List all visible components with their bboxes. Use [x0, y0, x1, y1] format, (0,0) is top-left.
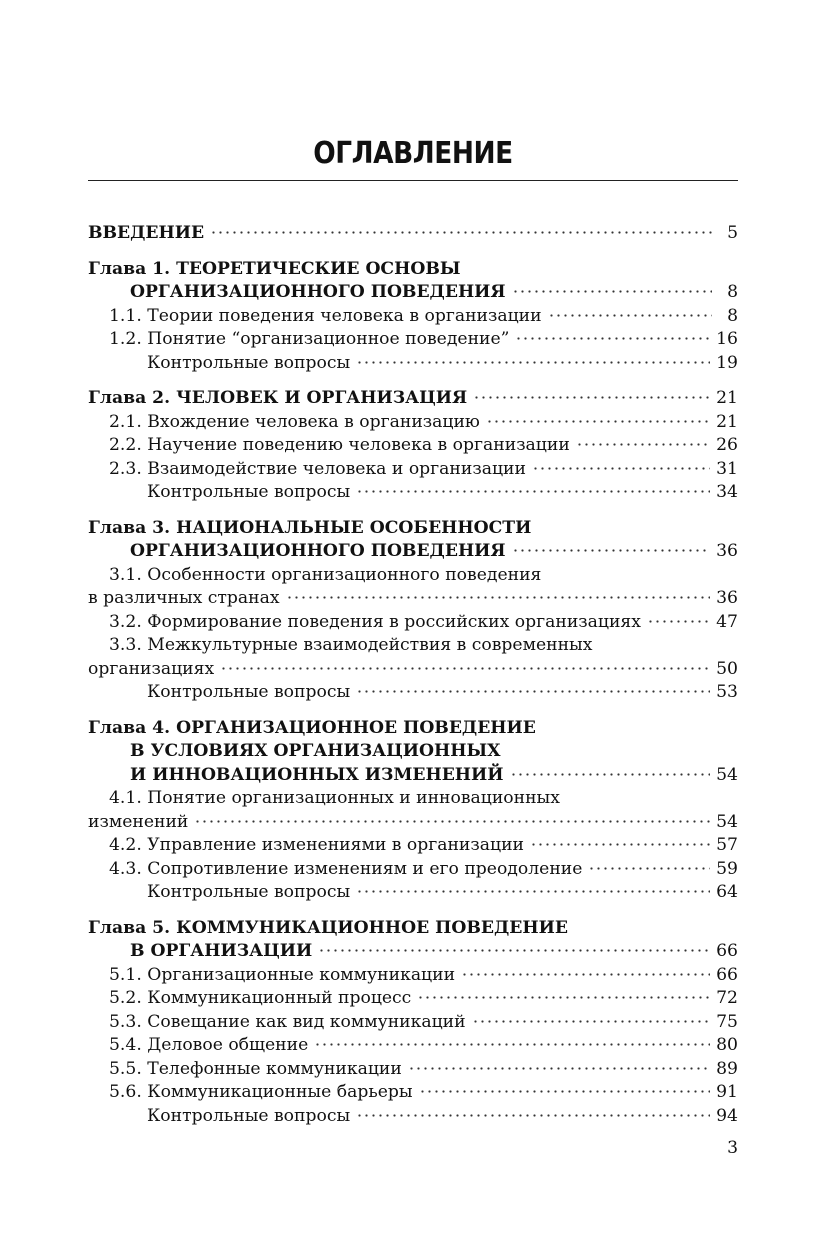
review-questions-row [147, 881, 738, 905]
section-2-2 [88, 434, 738, 458]
section-title: 5.5. Телефонные коммуникации [109, 1058, 402, 1079]
section-title: 4.2. Управление изменениями в организации [109, 835, 524, 855]
leader-dots [473, 389, 710, 403]
section-4-1 [88, 787, 738, 834]
section-5-6 [88, 1081, 738, 1105]
section-line: 3.1. Особенности организационного поведения [109, 564, 542, 585]
section-row [88, 658, 738, 682]
page-ref: 16 [716, 329, 738, 349]
table-of-contents [88, 222, 738, 1128]
section-row [109, 1034, 738, 1058]
section-3-2 [88, 611, 738, 635]
page-ref: 53 [716, 682, 738, 702]
page-ref: 72 [716, 988, 738, 1008]
page-ref: 5 [727, 223, 738, 243]
review-questions-title: Контрольные вопросы [147, 682, 351, 702]
leader-dots [408, 1060, 710, 1074]
page-ref: 8 [727, 282, 738, 302]
chapter-heading-line: Глава 3. НАЦИОНАЛЬНЫЕ ОСОБЕННОСТИ [88, 517, 532, 538]
section-line: 3.3. Межкультурные взаимодействия в современных [109, 635, 593, 655]
section-row [109, 411, 738, 435]
section-row [109, 458, 738, 482]
page-ref: 47 [716, 611, 738, 632]
review-questions-row [147, 1105, 738, 1129]
page-ref: 91 [716, 1082, 738, 1102]
leader-dots [486, 413, 710, 427]
section-row [109, 987, 738, 1011]
toc-entry-intro [88, 222, 738, 246]
page-ref: 54 [716, 764, 738, 785]
chapter-heading-line: Глава 5. КОММУНИКАЦИОННОЕ ПОВЕДЕНИЕ [88, 917, 568, 938]
review-questions-title: Контрольные вопросы [147, 352, 351, 373]
section-title: 5.3. Совещание как вид коммуникаций [109, 1011, 466, 1032]
page-ref: 64 [716, 882, 738, 902]
chapter-heading-title: ОРГАНИЗАЦИОННОГО ПОВЕДЕНИЯ [130, 282, 506, 302]
chapter-4 [88, 717, 738, 905]
leader-dots [286, 589, 711, 603]
section-1-1 [88, 305, 738, 329]
page-ref: 89 [716, 1058, 738, 1079]
leader-dots [356, 1107, 710, 1121]
intro-row [88, 222, 738, 246]
section-2-1 [88, 411, 738, 435]
page-ref: 59 [716, 858, 738, 879]
chapter-heading-title: И ИННОВАЦИОННЫХ ИЗМЕНЕНИЙ [130, 764, 504, 785]
section-title: 2.3. Взаимодействие человека и организации [109, 458, 526, 479]
chapter-3 [88, 517, 738, 705]
section-row [109, 964, 738, 988]
leader-dots [576, 436, 710, 450]
chapter-heading-row [88, 387, 738, 411]
chapter-heading-row [88, 764, 738, 788]
leader-dots [548, 307, 712, 321]
leader-dots [647, 613, 710, 627]
section-row [88, 587, 738, 611]
page-ref: 80 [716, 1035, 738, 1055]
section-row [109, 1081, 738, 1105]
section-title: 5.2. Коммуникационный процесс [109, 988, 412, 1008]
review-questions-title: Контрольные вопросы [147, 1105, 351, 1126]
section-5-3 [88, 1011, 738, 1035]
leader-dots [356, 883, 710, 897]
section-5-4 [88, 1034, 738, 1058]
section-4-2 [88, 834, 738, 858]
chapter-heading-line: Глава 4. ОРГАНИЗАЦИОННОЕ ПОВЕДЕНИЕ [88, 717, 536, 738]
chapter-2 [88, 387, 738, 505]
chapter-heading-row [88, 281, 738, 305]
leader-dots [515, 330, 710, 344]
leader-dots [356, 354, 710, 368]
section-row [109, 834, 738, 858]
section-title: 2.1. Вхождение человека в организацию [109, 411, 480, 432]
leader-dots [356, 683, 710, 697]
section-row [109, 1011, 738, 1035]
chapter-5 [88, 917, 738, 1129]
section-2-3 [88, 458, 738, 482]
page-ref: 21 [716, 411, 738, 432]
intro-title: ВВЕДЕНИЕ [88, 223, 205, 243]
section-3-1 [88, 564, 738, 611]
section-title: 5.4. Деловое общение [109, 1035, 309, 1055]
section-row [109, 305, 738, 329]
page-ref: 50 [716, 658, 738, 679]
page-ref: 54 [716, 811, 738, 832]
page-number: 3 [727, 1138, 738, 1158]
page-ref: 66 [716, 941, 738, 961]
leader-dots [530, 836, 710, 850]
section-row [109, 328, 738, 352]
leader-dots [318, 942, 710, 956]
section-title: 4.3. Сопротивление изменениям и его преодоление [109, 858, 583, 879]
review-questions-title: Контрольные вопросы [147, 482, 351, 502]
page-ref: 36 [716, 588, 738, 608]
chapter-heading-title: В ОРГАНИЗАЦИИ [130, 941, 313, 961]
page-ref: 19 [716, 352, 738, 373]
section-line: 4.1. Понятие организационных и инновационных [109, 788, 560, 808]
leader-dots [210, 224, 712, 238]
leader-dots [419, 1083, 711, 1097]
section-title: 2.2. Научение поведению человека в организации [109, 435, 570, 455]
section-row [88, 811, 738, 835]
section-3-3 [88, 634, 738, 681]
section-5-1 [88, 964, 738, 988]
section-title: изменений [88, 811, 189, 832]
title-divider [88, 180, 738, 181]
section-4-3 [88, 858, 738, 882]
page-ref: 31 [716, 458, 738, 479]
page-ref: 94 [716, 1105, 738, 1126]
section-row [109, 858, 738, 882]
page-title: ОГЛАВЛЕНИЕ [313, 136, 513, 171]
leader-dots [417, 989, 710, 1003]
page-ref: 21 [716, 388, 738, 408]
leader-dots [314, 1036, 710, 1050]
section-title: организациях [88, 658, 215, 679]
section-title: 5.6. Коммуникационные барьеры [109, 1082, 413, 1102]
review-questions [88, 681, 738, 705]
chapter-heading-line: В УСЛОВИЯХ ОРГАНИЗАЦИОННЫХ [130, 741, 501, 761]
review-questions-row [147, 481, 738, 505]
review-questions-title: Контрольные вопросы [147, 882, 351, 902]
review-questions [88, 881, 738, 905]
page-ref: 26 [716, 435, 738, 455]
page-ref: 34 [716, 482, 738, 502]
page-ref: 57 [716, 835, 738, 855]
section-title: 1.1. Теории поведения человека в организации [109, 305, 542, 326]
review-questions-row [147, 681, 738, 705]
chapter-heading-title: Глава 2. ЧЕЛОВЕК И ОРГАНИЗАЦИЯ [88, 388, 468, 408]
leader-dots [532, 460, 710, 474]
section-5-2 [88, 987, 738, 1011]
review-questions [88, 352, 738, 376]
review-questions [88, 1105, 738, 1129]
review-questions [88, 481, 738, 505]
section-title: в различных странах [88, 588, 280, 608]
section-1-2 [88, 328, 738, 352]
chapter-heading-row [88, 940, 738, 964]
page-ref: 36 [716, 541, 738, 561]
leader-dots [461, 966, 710, 980]
chapter-heading-title: ОРГАНИЗАЦИОННОГО ПОВЕДЕНИЯ [130, 541, 506, 561]
leader-dots [220, 660, 710, 674]
chapter-1 [88, 258, 738, 376]
leader-dots [512, 542, 711, 556]
leader-dots [512, 283, 712, 297]
page-ref: 8 [727, 305, 738, 326]
section-title: 3.2. Формирование поведения в российских организациях [109, 611, 641, 632]
leader-dots [356, 483, 710, 497]
chapter-heading-row [88, 540, 738, 564]
section-row [109, 1058, 738, 1082]
section-title: 1.2. Понятие “организационное поведение” [109, 329, 510, 349]
review-questions-row [147, 352, 738, 376]
leader-dots [194, 813, 710, 827]
section-title: 5.1. Организационные коммуникации [109, 964, 456, 985]
chapter-heading-line: Глава 1. ТЕОРЕТИЧЕСКИЕ ОСНОВЫ [88, 258, 461, 279]
section-row [109, 434, 738, 458]
section-5-5 [88, 1058, 738, 1082]
section-row [109, 611, 738, 635]
leader-dots [588, 860, 710, 874]
leader-dots [472, 1013, 711, 1027]
page-ref: 66 [716, 964, 738, 985]
leader-dots [510, 766, 711, 780]
page-ref: 75 [716, 1011, 738, 1032]
